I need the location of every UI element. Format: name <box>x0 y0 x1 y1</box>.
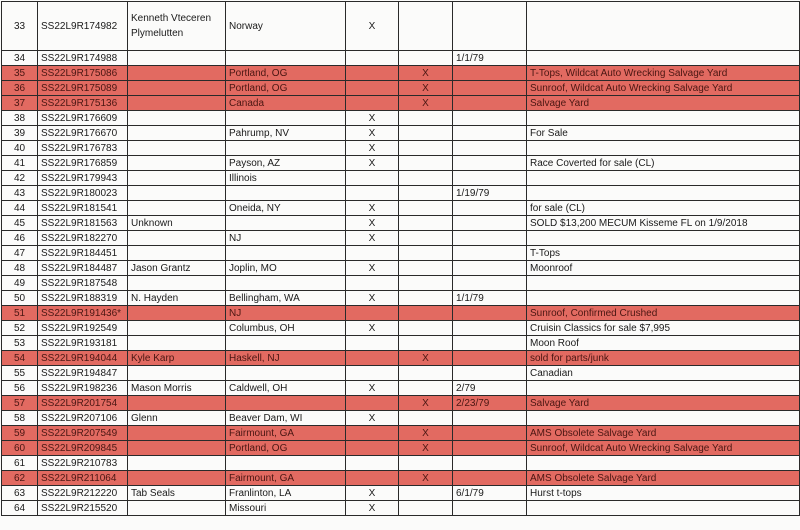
notes-cell <box>527 291 800 306</box>
location-cell <box>226 366 346 381</box>
notes-cell: Salvage Yard <box>527 96 800 111</box>
notes-cell <box>527 171 800 186</box>
owner-cell: Jason Grantz <box>128 261 226 276</box>
table-row <box>2 456 800 471</box>
owner-cell: N. Hayden <box>128 291 226 306</box>
row-number: 36 <box>2 81 38 96</box>
owner-cell <box>128 276 226 291</box>
location-cell: Norway <box>226 2 346 51</box>
table-row <box>2 231 800 246</box>
row-number: 46 <box>2 231 38 246</box>
row-number: 37 <box>2 96 38 111</box>
vin-cell: SS22L9R175089 <box>38 81 128 96</box>
location-cell: Pahrump, NV <box>226 126 346 141</box>
vin-cell: SS22L9R191436* <box>38 306 128 321</box>
mark-b-cell <box>399 126 453 141</box>
vin-cell: SS22L9R192549 <box>38 321 128 336</box>
table-row <box>2 381 800 396</box>
table-row <box>2 276 800 291</box>
vin-cell: SS22L9R198236 <box>38 381 128 396</box>
owner-cell <box>128 186 226 201</box>
table-row <box>2 156 800 171</box>
row-number: 63 <box>2 486 38 501</box>
mark-a-cell: X <box>346 231 399 246</box>
mark-b-cell <box>399 2 453 51</box>
notes-cell: Moonroof <box>527 261 800 276</box>
date-cell <box>453 201 527 216</box>
row-number: 38 <box>2 111 38 126</box>
vin-cell: SS22L9R187548 <box>38 276 128 291</box>
vin-cell: SS22L9R209845 <box>38 441 128 456</box>
table-row <box>2 396 800 411</box>
date-cell <box>453 276 527 291</box>
table-row <box>2 246 800 261</box>
row-number: 50 <box>2 291 38 306</box>
notes-cell: Moon Roof <box>527 336 800 351</box>
location-cell: Columbus, OH <box>226 321 346 336</box>
date-cell <box>453 426 527 441</box>
mark-b-cell <box>399 141 453 156</box>
notes-cell: AMS Obsolete Salvage Yard <box>527 471 800 486</box>
row-number: 49 <box>2 276 38 291</box>
date-cell <box>453 336 527 351</box>
mark-a-cell: X <box>346 321 399 336</box>
date-cell <box>453 216 527 231</box>
row-number: 41 <box>2 156 38 171</box>
location-cell <box>226 246 346 261</box>
vin-cell: SS22L9R201754 <box>38 396 128 411</box>
vin-cell: SS22L9R176670 <box>38 126 128 141</box>
location-cell: Portland, OG <box>226 66 346 81</box>
owner-cell <box>128 156 226 171</box>
date-cell <box>453 156 527 171</box>
location-cell <box>226 276 346 291</box>
mark-a-cell <box>346 471 399 486</box>
notes-cell <box>527 141 800 156</box>
owner-cell <box>128 336 226 351</box>
table-row <box>2 186 800 201</box>
mark-a-cell <box>346 66 399 81</box>
owner-cell <box>128 66 226 81</box>
row-number: 48 <box>2 261 38 276</box>
date-cell <box>453 456 527 471</box>
date-cell <box>453 126 527 141</box>
mark-b-cell <box>399 411 453 426</box>
mark-a-cell <box>346 441 399 456</box>
date-cell <box>453 81 527 96</box>
table-row <box>2 471 800 486</box>
table-row <box>2 96 800 111</box>
vin-cell: SS22L9R180023 <box>38 186 128 201</box>
mark-a-cell <box>346 366 399 381</box>
vin-cell: SS22L9R194847 <box>38 366 128 381</box>
location-cell <box>226 336 346 351</box>
table-row <box>2 366 800 381</box>
location-cell: Canada <box>226 96 346 111</box>
mark-a-cell: X <box>346 201 399 216</box>
date-cell <box>453 321 527 336</box>
mark-a-cell: X <box>346 141 399 156</box>
table-row <box>2 216 800 231</box>
mark-a-cell <box>346 186 399 201</box>
owner-cell: Kenneth Vteceren Plymelutten <box>128 2 226 51</box>
mark-a-cell: X <box>346 216 399 231</box>
row-number: 44 <box>2 201 38 216</box>
mark-b-cell <box>399 336 453 351</box>
date-cell <box>453 351 527 366</box>
mark-b-cell <box>399 306 453 321</box>
row-number: 34 <box>2 51 38 66</box>
location-cell: Caldwell, OH <box>226 381 346 396</box>
owner-cell <box>128 501 226 516</box>
owner-cell <box>128 96 226 111</box>
owner-cell <box>128 126 226 141</box>
date-cell <box>453 2 527 51</box>
notes-cell <box>527 381 800 396</box>
date-cell <box>453 366 527 381</box>
mark-a-cell: X <box>346 156 399 171</box>
mark-a-cell: X <box>346 111 399 126</box>
notes-cell: SOLD $13,200 MECUM Kisseme FL on 1/9/2018 <box>527 216 800 231</box>
vin-cell: SS22L9R181541 <box>38 201 128 216</box>
row-number: 54 <box>2 351 38 366</box>
vin-cell: SS22L9R184451 <box>38 246 128 261</box>
notes-cell: Sunroof, Confirmed Crushed <box>527 306 800 321</box>
vin-cell: SS22L9R176859 <box>38 156 128 171</box>
vin-cell: SS22L9R215520 <box>38 501 128 516</box>
date-cell: 1/1/79 <box>453 51 527 66</box>
mark-a-cell: X <box>346 411 399 426</box>
notes-cell: Cruisin Classics for sale $7,995 <box>527 321 800 336</box>
vin-cell: SS22L9R176783 <box>38 141 128 156</box>
owner-cell: Tab Seals <box>128 486 226 501</box>
owner-cell <box>128 141 226 156</box>
mark-b-cell: X <box>399 81 453 96</box>
row-number: 56 <box>2 381 38 396</box>
notes-cell: Salvage Yard <box>527 396 800 411</box>
mark-a-cell <box>346 96 399 111</box>
table-row <box>2 261 800 276</box>
table-row <box>2 51 800 66</box>
location-cell <box>226 216 346 231</box>
mark-a-cell <box>346 171 399 186</box>
mark-b-cell <box>399 186 453 201</box>
date-cell <box>453 231 527 246</box>
mark-b-cell: X <box>399 96 453 111</box>
owner-cell <box>128 321 226 336</box>
vin-cell: SS22L9R175136 <box>38 96 128 111</box>
row-number: 57 <box>2 396 38 411</box>
vin-cell: SS22L9R182270 <box>38 231 128 246</box>
owner-cell <box>128 231 226 246</box>
table-row <box>2 66 800 81</box>
table-row <box>2 126 800 141</box>
owner-cell <box>128 366 226 381</box>
location-cell: NJ <box>226 306 346 321</box>
location-cell <box>226 111 346 126</box>
location-cell: Illinois <box>226 171 346 186</box>
mark-b-cell: X <box>399 396 453 411</box>
notes-cell <box>527 456 800 471</box>
table-body <box>2 2 800 516</box>
location-cell: Missouri <box>226 501 346 516</box>
mark-b-cell <box>399 321 453 336</box>
row-number: 39 <box>2 126 38 141</box>
date-cell: 2/79 <box>453 381 527 396</box>
row-number: 52 <box>2 321 38 336</box>
owner-cell <box>128 471 226 486</box>
row-number: 40 <box>2 141 38 156</box>
notes-cell <box>527 231 800 246</box>
mark-a-cell <box>346 396 399 411</box>
vin-cell: SS22L9R181563 <box>38 216 128 231</box>
vin-cell: SS22L9R194044 <box>38 351 128 366</box>
date-cell: 6/1/79 <box>453 486 527 501</box>
table-row <box>2 81 800 96</box>
owner-cell: Kyle Karp <box>128 351 226 366</box>
row-number: 43 <box>2 186 38 201</box>
owner-cell <box>128 306 226 321</box>
mark-b-cell <box>399 486 453 501</box>
mark-b-cell <box>399 246 453 261</box>
row-number: 62 <box>2 471 38 486</box>
vin-cell: SS22L9R193181 <box>38 336 128 351</box>
date-cell <box>453 66 527 81</box>
mark-b-cell <box>399 111 453 126</box>
date-cell <box>453 501 527 516</box>
mark-b-cell <box>399 291 453 306</box>
mark-b-cell <box>399 501 453 516</box>
vin-cell: SS22L9R207106 <box>38 411 128 426</box>
notes-cell <box>527 51 800 66</box>
table-row <box>2 2 800 51</box>
location-cell <box>226 51 346 66</box>
table-row <box>2 111 800 126</box>
notes-cell: Sunroof, Wildcat Auto Wrecking Salvage Yard <box>527 81 800 96</box>
mark-a-cell: X <box>346 126 399 141</box>
mark-b-cell <box>399 276 453 291</box>
mark-a-cell: X <box>346 501 399 516</box>
location-cell: Fairmount, GA <box>226 426 346 441</box>
owner-cell <box>128 246 226 261</box>
notes-cell: sold for parts/junk <box>527 351 800 366</box>
mark-b-cell <box>399 216 453 231</box>
row-number: 58 <box>2 411 38 426</box>
table-row <box>2 141 800 156</box>
mark-b-cell <box>399 51 453 66</box>
owner-cell <box>128 441 226 456</box>
mark-a-cell <box>346 276 399 291</box>
table-row <box>2 201 800 216</box>
notes-cell: for sale (CL) <box>527 201 800 216</box>
location-cell <box>226 186 346 201</box>
vin-cell: SS22L9R179943 <box>38 171 128 186</box>
date-cell: 2/23/79 <box>453 396 527 411</box>
vin-cell: SS22L9R174988 <box>38 51 128 66</box>
location-cell: Franlinton, LA <box>226 486 346 501</box>
mark-a-cell: X <box>346 381 399 396</box>
notes-cell <box>527 276 800 291</box>
mark-b-cell: X <box>399 351 453 366</box>
row-number: 42 <box>2 171 38 186</box>
date-cell <box>453 171 527 186</box>
location-cell <box>226 141 346 156</box>
owner-cell <box>128 396 226 411</box>
mark-a-cell: X <box>346 2 399 51</box>
mark-a-cell <box>346 81 399 96</box>
owner-cell: Unknown <box>128 216 226 231</box>
location-cell: Portland, OG <box>226 441 346 456</box>
location-cell: Oneida, NY <box>226 201 346 216</box>
row-number: 61 <box>2 456 38 471</box>
owner-cell <box>128 456 226 471</box>
vin-cell: SS22L9R207549 <box>38 426 128 441</box>
table-row <box>2 291 800 306</box>
row-number: 59 <box>2 426 38 441</box>
owner-cell <box>128 426 226 441</box>
mark-b-cell: X <box>399 441 453 456</box>
location-cell: NJ <box>226 231 346 246</box>
table-row <box>2 171 800 186</box>
date-cell <box>453 261 527 276</box>
mark-a-cell <box>346 426 399 441</box>
mark-b-cell <box>399 231 453 246</box>
date-cell <box>453 96 527 111</box>
location-cell: Bellingham, WA <box>226 291 346 306</box>
row-number: 55 <box>2 366 38 381</box>
mark-b-cell <box>399 381 453 396</box>
notes-cell: Race Coverted for sale (CL) <box>527 156 800 171</box>
notes-cell <box>527 186 800 201</box>
notes-cell: Canadian <box>527 366 800 381</box>
location-cell: Portland, OG <box>226 81 346 96</box>
mark-b-cell <box>399 261 453 276</box>
location-cell: Payson, AZ <box>226 156 346 171</box>
mark-b-cell <box>399 171 453 186</box>
table-row <box>2 441 800 456</box>
mark-a-cell <box>346 351 399 366</box>
date-cell <box>453 141 527 156</box>
mark-b-cell <box>399 201 453 216</box>
owner-cell <box>128 201 226 216</box>
notes-cell: AMS Obsolete Salvage Yard <box>527 426 800 441</box>
vin-cell: SS22L9R174982 <box>38 2 128 51</box>
location-cell: Beaver Dam, WI <box>226 411 346 426</box>
date-cell <box>453 411 527 426</box>
vin-cell: SS22L9R188319 <box>38 291 128 306</box>
mark-a-cell <box>346 456 399 471</box>
owner-cell <box>128 51 226 66</box>
mark-a-cell: X <box>346 486 399 501</box>
row-number: 53 <box>2 336 38 351</box>
mark-a-cell <box>346 306 399 321</box>
table-row <box>2 486 800 501</box>
mark-b-cell <box>399 366 453 381</box>
owner-cell: Mason Morris <box>128 381 226 396</box>
mark-b-cell <box>399 156 453 171</box>
table-row <box>2 501 800 516</box>
row-number: 45 <box>2 216 38 231</box>
notes-cell <box>527 111 800 126</box>
location-cell: Joplin, MO <box>226 261 346 276</box>
location-cell: Haskell, NJ <box>226 351 346 366</box>
date-cell: 1/1/79 <box>453 291 527 306</box>
mark-b-cell <box>399 456 453 471</box>
mark-a-cell: X <box>346 261 399 276</box>
vin-registry-table <box>1 1 800 516</box>
mark-b-cell: X <box>399 471 453 486</box>
row-number: 33 <box>2 2 38 51</box>
row-number: 35 <box>2 66 38 81</box>
vin-cell: SS22L9R184487 <box>38 261 128 276</box>
mark-a-cell: X <box>346 291 399 306</box>
location-cell <box>226 456 346 471</box>
notes-cell: Hurst t-tops <box>527 486 800 501</box>
vin-cell: SS22L9R175086 <box>38 66 128 81</box>
notes-cell <box>527 2 800 51</box>
location-cell: Fairmount, GA <box>226 471 346 486</box>
row-number: 64 <box>2 501 38 516</box>
notes-cell: T-Tops <box>527 246 800 261</box>
table-row <box>2 426 800 441</box>
table-row <box>2 306 800 321</box>
vin-cell: SS22L9R212220 <box>38 486 128 501</box>
vin-cell: SS22L9R211064 <box>38 471 128 486</box>
mark-a-cell <box>346 51 399 66</box>
date-cell: 1/19/79 <box>453 186 527 201</box>
mark-b-cell: X <box>399 426 453 441</box>
mark-a-cell <box>346 246 399 261</box>
vin-cell: SS22L9R176609 <box>38 111 128 126</box>
date-cell <box>453 246 527 261</box>
table-row <box>2 321 800 336</box>
location-cell <box>226 396 346 411</box>
mark-b-cell: X <box>399 66 453 81</box>
row-number: 47 <box>2 246 38 261</box>
date-cell <box>453 471 527 486</box>
notes-cell: For Sale <box>527 126 800 141</box>
owner-cell: Glenn <box>128 411 226 426</box>
table-row <box>2 336 800 351</box>
notes-cell <box>527 411 800 426</box>
notes-cell: T-Tops, Wildcat Auto Wrecking Salvage Yard <box>527 66 800 81</box>
owner-cell <box>128 81 226 96</box>
date-cell <box>453 306 527 321</box>
mark-a-cell <box>346 336 399 351</box>
date-cell <box>453 111 527 126</box>
table-row <box>2 411 800 426</box>
row-number: 60 <box>2 441 38 456</box>
owner-cell <box>128 171 226 186</box>
table-row <box>2 351 800 366</box>
vin-cell: SS22L9R210783 <box>38 456 128 471</box>
notes-cell: Sunroof, Wildcat Auto Wrecking Salvage Yard <box>527 441 800 456</box>
notes-cell <box>527 501 800 516</box>
owner-cell <box>128 111 226 126</box>
date-cell <box>453 441 527 456</box>
row-number: 51 <box>2 306 38 321</box>
